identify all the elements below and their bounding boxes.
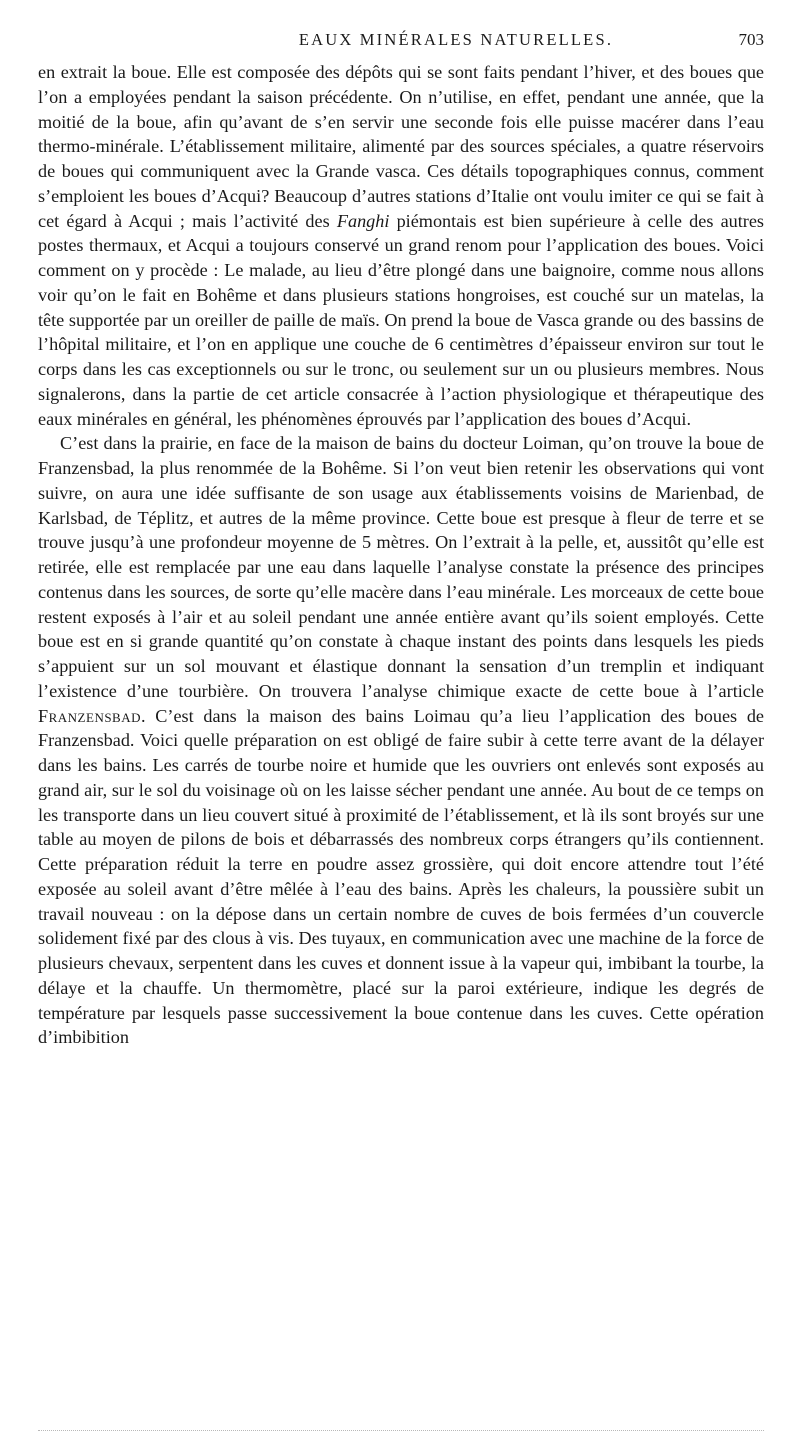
text-run: C’est dans la prairie, en face de la maison de bains du docteur Loiman, qu’on trouve la boue de Franzensbad, la plus renommée de la Bohême. Si l’on veut bien retenir les observations qui vont suivre, on aura une idée suffisante de son usage aux établissements voisins de Marienbad, de Karlsbad, de Téplitz, et autres de la même province. Cette boue est presque à fleur de terre et se trouve jusqu’à une profondeur moyenne de 5 mètres. On l’extrait à la pelle, et, aussitôt qu’elle est retirée, elle est remplacée par une eau dans laquelle l’analyse constate la présence des principes contenus dans les sources, de sorte qu’elle macère dans l’eau minérale. Les morceaux de cette boue restent exposés à l’air et au soleil pendant une année entière avant qu’ils soient employés. Cette boue est en si grande quantité qu’on constate à chaque instant des points dans lesquels les pieds s’appuient sur un sol mouvant et élastique donnant la sensation d’un tremplin et indiquant l’existence d’une tourbière. On trouvera l’analyse chimique exacte de cette boue à l’article [38,433,764,701]
cross-reference-franzensbad: Franzensbad [38,705,142,726]
paragraph-franzensbad-mud [38,431,764,1050]
body-text [38,60,764,1050]
paragraph-acqui-mud [38,60,764,431]
document-page [38,30,764,1050]
text-run: en extrait la boue. Elle est composée des dépôts qui se sont faits pendant l’hiver, et des boues que l’on a employées pendant la saison précédente. On n’utilise, en effet, pendant une année, que la moitié de la boue, afin qu’avant de s’en servir une seconde fois elle puisse macérer dans l’eau thermo-minérale. L’établissement militaire, alimenté par des sources spéciales, a quatre réservoirs de boues qui communiquent avec la Grande vasca. Ces détails topographiques connus, comment s’emploient les boues d’Acqui? Beaucoup d’autres stations d’Italie ont voulu imiter ce qui se fait à cet égard à Acqui ; mais l’activité des [38,62,764,231]
page-number: 703 [738,30,764,49]
running-header [38,30,764,54]
text-run: piémontais est bien supérieure à celle des autres postes thermaux, et Acqui a toujours conservé un grand renom pour l’application des boues. Voici comment on y procède : Le malade, au lieu d’être plongé dans une baignoire, comme nous allons voir qu’on le fait en Bohême et dans plusieurs stations hongroises, est couché sur un matelas, la tête supportée par un oreiller de paille de maïs. On prend la boue de Vasca grande ou des bassins de l’hôpital militaire, et l’on en applique une couche de 6 centimètres d’épaisseur environ sur tout le corps dans les cas exceptionnels ou sur le tronc, ou seulement sur un ou plusieurs membres. Nous signalerons, dans la partie de cet article consacrée à l’action physiologique et thérapeutique des eaux minérales en général, les phénomènes éprouvés par l’application des boues d’Acqui. [38,210,765,429]
italic-term-fanghi: Fanghi [336,210,390,231]
bottom-rule [38,1430,764,1431]
text-run: . C’est dans la maison des bains Loimau qu’a lieu l’application des boues de Franzensbad. Voici quelle préparation on est obligé de faire subir à cette terre avant de la délayer dans les bains. Les carrés de tourbe noire et humide que les ouvriers ont enlevés sont exposés au grand air, sur le sol du voisinage où on les laisse sécher pendant une année. Au bout de ce temps on les transporte dans un lieu couvert situé à proximité de l’établissement, et là ils sont broyés sur une table au moyen de pilons de bois et débarrassés des nombreux corps étrangers qu’ils contiennent. Cette préparation réduit la terre en poudre assez grossière, qui doit encore attendre tout l’été exposée au soleil avant d’être mêlée à l’eau des bains. Après les chaleurs, la poussière subit un travail nouveau : on la dépose dans un certain nombre de cuves de bois fermées d’un couvercle solidement fixé par des clous à vis. Des tuyaux, en communication avec une machine de la force de plusieurs chevaux, serpentent dans les cuves et donnent issue à la vapeur qui, imbibant la tourbe, la délaye et la chauffe. Un thermomètre, placé sur la paroi extérieure, indique les degrés de température par lesquels passe successivement la boue contenue dans les cuves. Cette opération d’imbibition [38,705,764,1048]
running-title: EAUX MINÉRALES NATURELLES. [298,30,614,49]
